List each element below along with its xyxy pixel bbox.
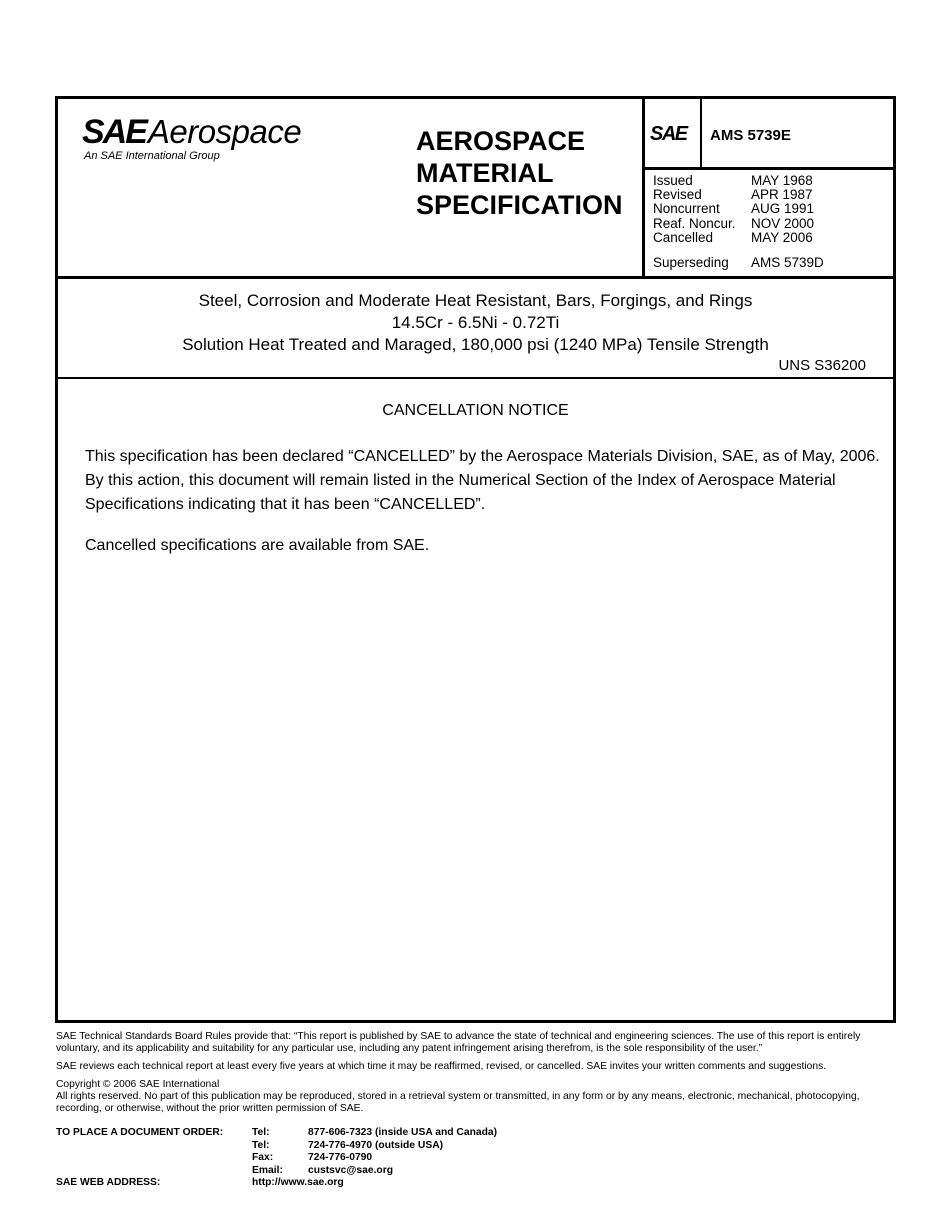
order-info xyxy=(56,1127,497,1190)
superseding-value: AMS 5739D xyxy=(751,255,824,270)
legal-footer xyxy=(56,1031,898,1115)
notice-paragraph: This specification has been declared “CANCELLED” by the Aerospace Materials Division, SAE, as of May, 2006. By this action, this document will remain listed in the Numerical Section of the Index of Aerospace Material Specifications indicating that it has been “CANCELLED”. xyxy=(85,448,880,513)
contact-key: Tel: xyxy=(252,1139,270,1151)
date-row xyxy=(653,174,814,188)
date-row xyxy=(653,217,814,231)
rights-text: All rights reserved. No part of this publication may be reproduced, stored in a retrieval system or transmitted, in any form or by any means, electronic, mechanical, photocopying, recording, or otherwise, without the prior written permission of SAE. xyxy=(56,1091,860,1114)
spec-title-line: MATERIAL xyxy=(416,158,554,188)
date-row xyxy=(653,202,814,216)
order-row xyxy=(56,1140,497,1153)
document-frame xyxy=(55,96,896,1023)
document-header xyxy=(58,99,893,279)
spec-title xyxy=(416,125,623,221)
date-value: MAY 1968 xyxy=(751,173,813,188)
document-number: AMS 5739E xyxy=(710,127,791,144)
contact-key: Tel: xyxy=(252,1127,270,1138)
contact-value: 877-606-7323 (inside USA and Canada) xyxy=(308,1127,498,1138)
date-value: AUG 1991 xyxy=(751,201,815,217)
date-label: Cancelled xyxy=(653,229,714,245)
material-title-line: Steel, Corrosion and Moderate Heat Resistant, Bars, Forgings, and Rings xyxy=(198,291,753,310)
doc-id-divider xyxy=(642,167,893,170)
superseding-row xyxy=(653,255,824,270)
order-row xyxy=(56,1127,497,1140)
web-link[interactable]: http://www.sae.org xyxy=(252,1177,344,1189)
date-row xyxy=(653,231,814,245)
order-row xyxy=(56,1152,497,1165)
order-row xyxy=(56,1165,497,1178)
sae-aerospace-logo xyxy=(82,115,402,175)
logo-brand: SAE xyxy=(82,113,146,151)
date-label: Revised xyxy=(653,187,702,203)
date-history xyxy=(653,174,814,245)
spec-title-line: AEROSPACE xyxy=(416,126,586,156)
date-value: APR 1987 xyxy=(751,187,813,203)
uns-number: UNS S36200 xyxy=(778,357,866,374)
superseding-label: Superseding xyxy=(653,255,729,270)
contact-key: Fax: xyxy=(252,1152,274,1164)
logo-tagline: An SAE International Group xyxy=(84,150,220,162)
order-row xyxy=(56,1177,497,1190)
contact-key: Email: xyxy=(252,1164,283,1176)
order-label: TO PLACE A DOCUMENT ORDER: xyxy=(56,1127,224,1138)
rules-text: SAE Technical Standards Board Rules provide that: “This report is published by SAE to advance the state of technical and engineering sciences. The use of this report is entirely voluntary, and its applicability and suitability for any particular use, including any patent infringement arising therefrom, is the sole responsibility of the user.” xyxy=(56,1031,861,1054)
contact-value: 724-776-4970 (outside USA) xyxy=(308,1139,444,1151)
notice-heading: CANCELLATION NOTICE xyxy=(382,402,569,419)
material-condition: Solution Heat Treated and Maraged, 180,000 psi (1240 MPa) Tensile Strength xyxy=(182,335,769,354)
availability-paragraph: Cancelled specifications are available from SAE. xyxy=(85,537,430,554)
date-label: Noncurrent xyxy=(653,201,720,217)
copyright-text: Copyright © 2006 SAE International xyxy=(56,1079,220,1090)
date-value: MAY 2006 xyxy=(751,229,813,245)
email-link[interactable]: custsvc@sae.org xyxy=(308,1164,394,1176)
web-label: SAE WEB ADDRESS: xyxy=(56,1177,161,1189)
logo-word: Aerospace xyxy=(147,113,302,150)
date-row xyxy=(653,188,814,202)
sae-small-logo: SAE xyxy=(650,123,687,145)
date-label: Issued xyxy=(653,173,693,188)
spec-title-line: SPECIFICATION xyxy=(416,190,623,220)
material-title-block xyxy=(58,282,893,379)
logo-cell-divider xyxy=(700,99,702,169)
review-text: SAE reviews each technical report at least every five years at which time it may be reaffirmed, revised, or cancelled. SAE invites your written comments and suggestions. xyxy=(56,1061,827,1072)
date-label: Reaf. Noncur. xyxy=(653,215,736,231)
contact-value: 724-776-0790 xyxy=(308,1152,373,1164)
date-value: NOV 2000 xyxy=(751,215,815,231)
material-composition: 14.5Cr - 6.5Ni - 0.72Ti xyxy=(391,313,560,332)
header-divider xyxy=(642,99,645,279)
